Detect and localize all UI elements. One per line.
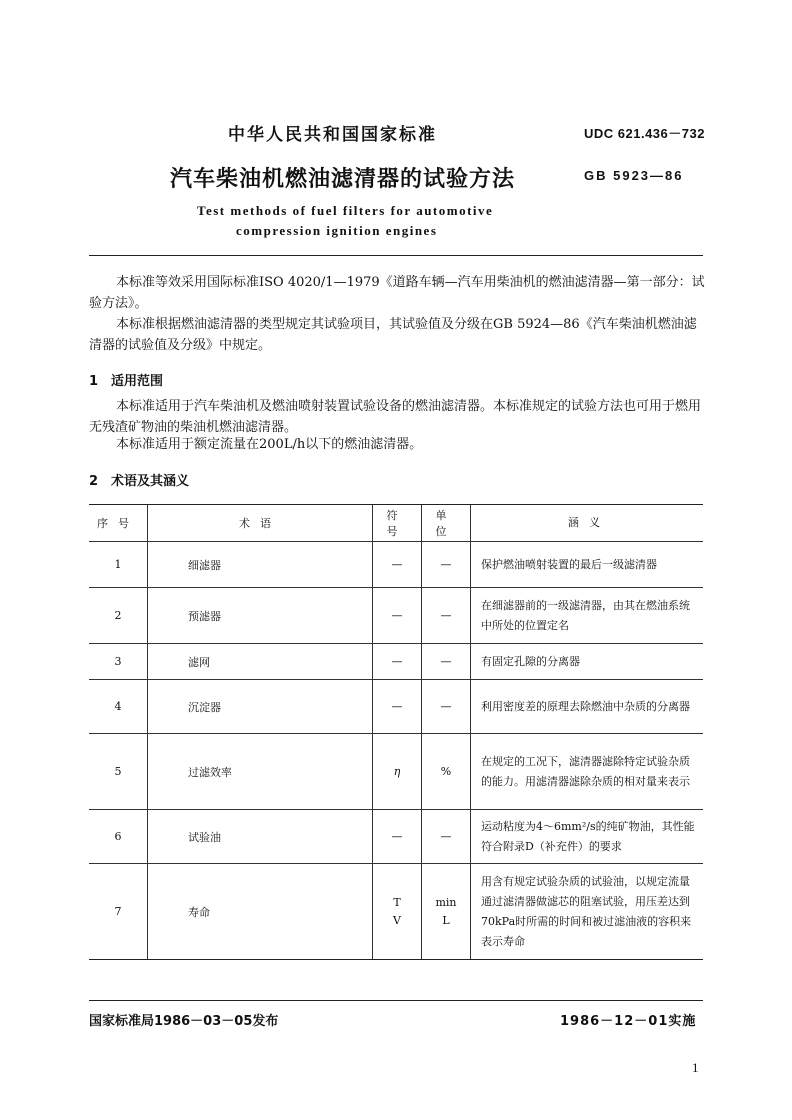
section-1-number: 1 [89, 374, 99, 389]
header-definition: 涵义 [471, 505, 704, 542]
issue-date: 国家标准局1986－03－05发布 [89, 1014, 279, 1029]
row-symbol: — [373, 542, 422, 588]
row-definition: 保护燃油喷射装置的最后一级滤清器 [471, 542, 704, 588]
table-header-row [89, 505, 703, 542]
gb-number: GB 5923—86 [584, 168, 684, 183]
row-unit: — [422, 680, 471, 734]
row-term: 试验油 [148, 810, 373, 864]
row-symbol: T V [373, 864, 422, 960]
row-no: 4 [89, 680, 148, 734]
row-unit: — [422, 810, 471, 864]
footer-divider [89, 1000, 703, 1001]
row-symbol: — [373, 680, 422, 734]
row-unit: — [422, 644, 471, 680]
row-symbol: — [373, 588, 422, 644]
row-no: 1 [89, 542, 148, 588]
header-symbol: 符号 [373, 505, 422, 542]
row-no: 7 [89, 864, 148, 960]
document-title-cn: 汽车柴油机燃油滤清器的试验方法 [170, 167, 516, 192]
row-term: 寿命 [148, 864, 373, 960]
row-term: 细滤器 [148, 542, 373, 588]
row-definition: 在细滤器前的一级滤清器，由其在燃油系统中所处的位置定名 [471, 588, 704, 644]
terms-table [89, 504, 703, 960]
table-row [89, 542, 703, 588]
document-title-en-line1: Test methods of fuel filters for automotive [197, 203, 494, 218]
row-term: 预滤器 [148, 588, 373, 644]
header-no: 序号 [89, 505, 148, 542]
row-definition: 利用密度差的原理去除燃油中杂质的分离器 [471, 680, 704, 734]
header-term: 术语 [148, 505, 373, 542]
table-row [89, 588, 703, 644]
table-row [89, 864, 703, 960]
row-term: 过滤效率 [148, 734, 373, 810]
row-symbol: — [373, 644, 422, 680]
row-no: 2 [89, 588, 148, 644]
table-row [89, 680, 703, 734]
header-divider [89, 255, 703, 256]
effective-date: 1986－12－01实施 [560, 1014, 697, 1029]
row-unit: min L [422, 864, 471, 960]
row-unit: — [422, 588, 471, 644]
section-1-paragraph-2: 本标准适用于额定流量在200L/h以下的燃油滤清器。 [116, 437, 423, 452]
section-1-heading [89, 370, 163, 389]
row-definition: 运动粘度为4～6mm²/s的纯矿物油，其性能符合附录D（补充件）的要求 [471, 810, 704, 864]
intro-paragraph-1: 本标准等效采用国际标准ISO 4020/1—1979《道路车辆—汽车用柴油机的燃油滤清器—第一部分：试验方法》。 [89, 275, 705, 311]
table-row [89, 734, 703, 810]
row-definition: 有固定孔隙的分离器 [471, 644, 704, 680]
section-1-title: 适用范围 [111, 374, 164, 389]
section-2-number: 2 [89, 474, 99, 489]
udc-code: UDC 621.436－732 [584, 126, 705, 141]
row-definition: 用含有规定试验杂质的试验油，以规定流量通过滤清器做滤芯的阻塞试验，用压差达到70kPa时所需的时间和被过滤油液的容积来表示寿命 [471, 864, 704, 960]
row-term: 沉淀器 [148, 680, 373, 734]
row-no: 5 [89, 734, 148, 810]
standard-type: 中华人民共和国国家标准 [228, 125, 437, 145]
table-row [89, 810, 703, 864]
page-number: 1 [692, 1060, 699, 1075]
row-unit: % [422, 734, 471, 810]
section-1-paragraph-1: 本标准适用于汽车柴油机及燃油喷射装置试验设备的燃油滤清器。本标准规定的试验方法也可用于燃用无残渣矿物油的柴油机燃油滤清器。 [89, 399, 702, 435]
table-row [89, 644, 703, 680]
row-symbol: — [373, 810, 422, 864]
header-unit: 单位 [422, 505, 471, 542]
row-no: 6 [89, 810, 148, 864]
row-unit: — [422, 542, 471, 588]
row-symbol: η [373, 734, 422, 810]
row-no: 3 [89, 644, 148, 680]
section-2-title: 术语及其涵义 [111, 474, 190, 489]
document-title-en-line2: compression ignition engines [236, 223, 438, 238]
intro-paragraph-2: 本标准根据燃油滤清器的类型规定其试验项目，其试验值及分级在GB 5924—86《汽车柴油机燃油滤清器的试验值及分级》中规定。 [89, 317, 697, 353]
row-term: 滤网 [148, 644, 373, 680]
section-2-heading [89, 470, 189, 489]
row-definition: 在规定的工况下，滤清器滤除特定试验杂质的能力。用滤清器滤除杂质的相对量来表示 [471, 734, 704, 810]
